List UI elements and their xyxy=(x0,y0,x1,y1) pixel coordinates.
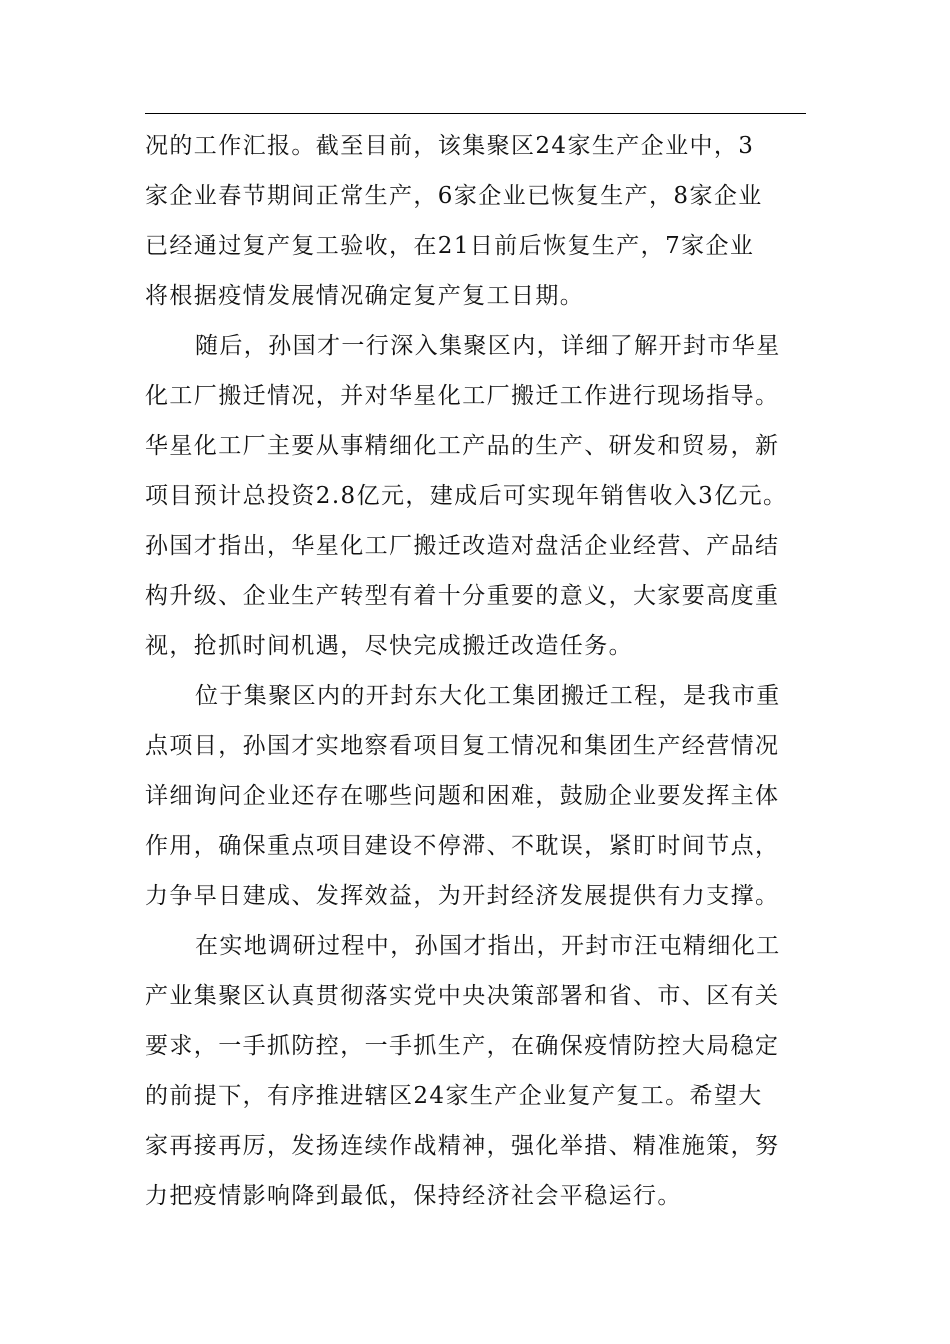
text-line: 视，抢抓时间机遇，尽快完成搬迁改造任务。 xyxy=(145,633,633,659)
text-line: 详细询问企业还存在哪些问题和困难，鼓励企业要发挥主体 xyxy=(145,783,780,809)
text-line: 随后，孙国才一行深入集聚区内，详细了解开封市华星 xyxy=(195,333,781,359)
text-line: 力把疫情影响降到最低，保持经济社会平稳运行。 xyxy=(145,1183,682,1209)
text-line: 产业集聚区认真贯彻落实党中央决策部署和省、市、区有关 xyxy=(145,983,780,1009)
text-line: 华星化工厂主要从事精细化工产品的生产、研发和贸易，新 xyxy=(145,433,780,459)
text-line: 力争早日建成、发挥效益，为开封经济发展提供有力支撑。 xyxy=(145,883,780,909)
text-line: 将根据疫情发展情况确定复产复工日期。 xyxy=(145,283,585,309)
text-line: 家企业春节期间正常生产，6家企业已恢复生产，8家企业 xyxy=(145,183,763,209)
text-line: 的前提下，有序推进辖区24家生产企业复产复工。希望大 xyxy=(145,1083,763,1109)
text-line: 要求，一手抓防控，一手抓生产，在确保疫情防控大局稳定 xyxy=(145,1033,780,1059)
text-line: 构升级、企业生产转型有着十分重要的意义，大家要高度重 xyxy=(145,583,780,609)
text-line: 作用，确保重点项目建设不停滞、不耽误，紧盯时间节点， xyxy=(145,833,780,859)
text-line: 项目预计总投资2.8亿元，建成后可实现年销售收入3亿元。 xyxy=(145,483,788,509)
text-line: 点项目，孙国才实地察看项目复工情况和集团生产经营情况 xyxy=(145,733,780,759)
text-line: 况的工作汇报。截至目前，该集聚区24家生产企业中，3 xyxy=(145,133,755,159)
text-line: 孙国才指出，华星化工厂搬迁改造对盘活企业经营、产品结 xyxy=(145,533,780,559)
text-line: 位于集聚区内的开封东大化工集团搬迁工程，是我市重 xyxy=(195,683,781,709)
text-line: 已经通过复产复工验收，在21日前后恢复生产，7家企业 xyxy=(145,233,755,259)
text-line: 家再接再厉，发扬连续作战精神，强化举措、精准施策，努 xyxy=(145,1133,780,1159)
text-line: 化工厂搬迁情况，并对华星化工厂搬迁工作进行现场指导。 xyxy=(145,383,780,409)
header-rule xyxy=(145,113,806,114)
text-line: 在实地调研过程中，孙国才指出，开封市汪屯精细化工 xyxy=(195,933,781,959)
